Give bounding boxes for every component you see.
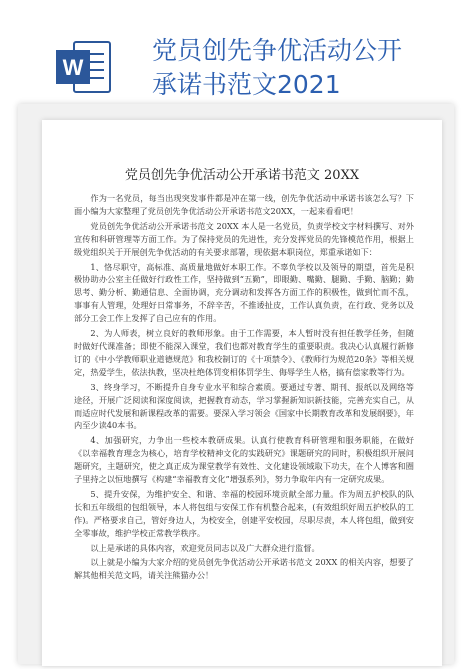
- document-title: 党员创先争优活动公开承诺书范文 20XX: [124, 168, 360, 183]
- document-paragraph: 以上是承诺的具体内容，欢迎党员同志以及广大群众进行监督。: [90, 542, 320, 553]
- document-paragraph: 3、终身学习，不断提升自身专业水平和综合素质。要通过专著、期刊、报纸以及网络等途径，开展广泛阅读和深度阅读，把握教育动态，学习掌握新知识新技能，完善充实自己，从而适应时代发展和新课程改革的需要。要深入学习领会《国家中长期教育改革和发展纲要》，年内至少读40本书。: [74, 381, 414, 431]
- document-paragraph: 2、为人师表，树立良好的教师形象。由于工作需要，本人暂时没有担任教学任务，但随时做好代课准备；即使不能深入课堂，我们也都对教育学生的重要职责。我决心认真履行新修订的《中小学教师职业道德规范》和我校制订的《十项禁令》、《教师行为规范20条》等相关规定，热爱学生，依法执教，坚决杜绝体罚变相体罚学生、侮辱学生人格，搞有偿家教等行为。: [74, 328, 414, 377]
- document-paragraph: 4、加强研究，力争出一些校本教研成果。认真行使教育科研管理和服务职能，在做好《以幸福教育理念为核心，培育学校精神文化的实践研究》课题研究的同时，积极组织开展问题研究，主题研究，使之真正成为课堂教学有效性、文化建设领域取下功夫，在个人博客和圈子里持之以恒地撰写《构建“幸福教育文化”增强系列》，努力争取年内有一定研究成果。: [74, 435, 414, 485]
- document-paragraph: 作为一名党员，每当出现突发事件都是冲在第一线，创先争优活动中承诺书该怎么写？下面小编为大家整理了党员创先争优活动公开承诺书范文20XX，一起来看看吧！: [74, 193, 414, 216]
- document-paragraph: 党员创先争优活动公开承诺书范文 20XX 本人是一名党员，负责学校文字材料撰写、对外宣传和科研管理等方面工作。为了保持党员的先进性，充分发挥党员的先锋模范作用，根据上级党组织关于开展创先争优活动的有关要求部署，现依据本职岗位，郑重承诺如下：: [74, 220, 414, 257]
- word-doc-icon: [54, 38, 112, 96]
- banner-title: [152, 34, 402, 102]
- document-paragraph: 5、提升安保，为维护安全、和谐、幸福的校园环境贡献全部力量。作为周五护校队的队长和五年级组的包组领导，本人将包组与安保工作有机整合起来，(有效组织好周五护校队的工作)。严格要求自己，管好身边人，为校安全，创建平安校园，尽职尽责，本人将包组，做到安全零事故，维护学校正常教学秩序。: [74, 488, 414, 538]
- banner: [0, 0, 474, 120]
- banner-title-line2: 承诺书范文2021: [152, 70, 341, 99]
- document-paragraph: 1、恪尽职守，高标准、高质量地做好本职工作。不辜负学校以及领导的期望，首先是积极协助办公室主任做好行政性工作，坚持做到“五勤”，即眼勤、嘴勤、腿勤、手勤、脑勤；勤思考、勤分析、勤通信息、全面协调，充分调动和发挥各方面工作的积极性，做到忙而不乱，事事有人管理，处理好日常事务，不辞辛苦，不推诿扯皮，工作认真负责，在行政、党务以及部分工会工作上发挥了自己应有的作用。: [74, 261, 414, 324]
- document-page: [42, 120, 442, 666]
- document-paragraph: 以上就是小编为大家介绍的党员创先争优活动公开承诺书范文 20XX 的相关内容，想要了解其他相关范文吗，请关注熊猫办公！: [74, 557, 414, 581]
- svg-text:W: W: [62, 55, 84, 80]
- document-body: [74, 192, 414, 584]
- banner-title-line1: 党员创先争优活动公开: [152, 36, 403, 65]
